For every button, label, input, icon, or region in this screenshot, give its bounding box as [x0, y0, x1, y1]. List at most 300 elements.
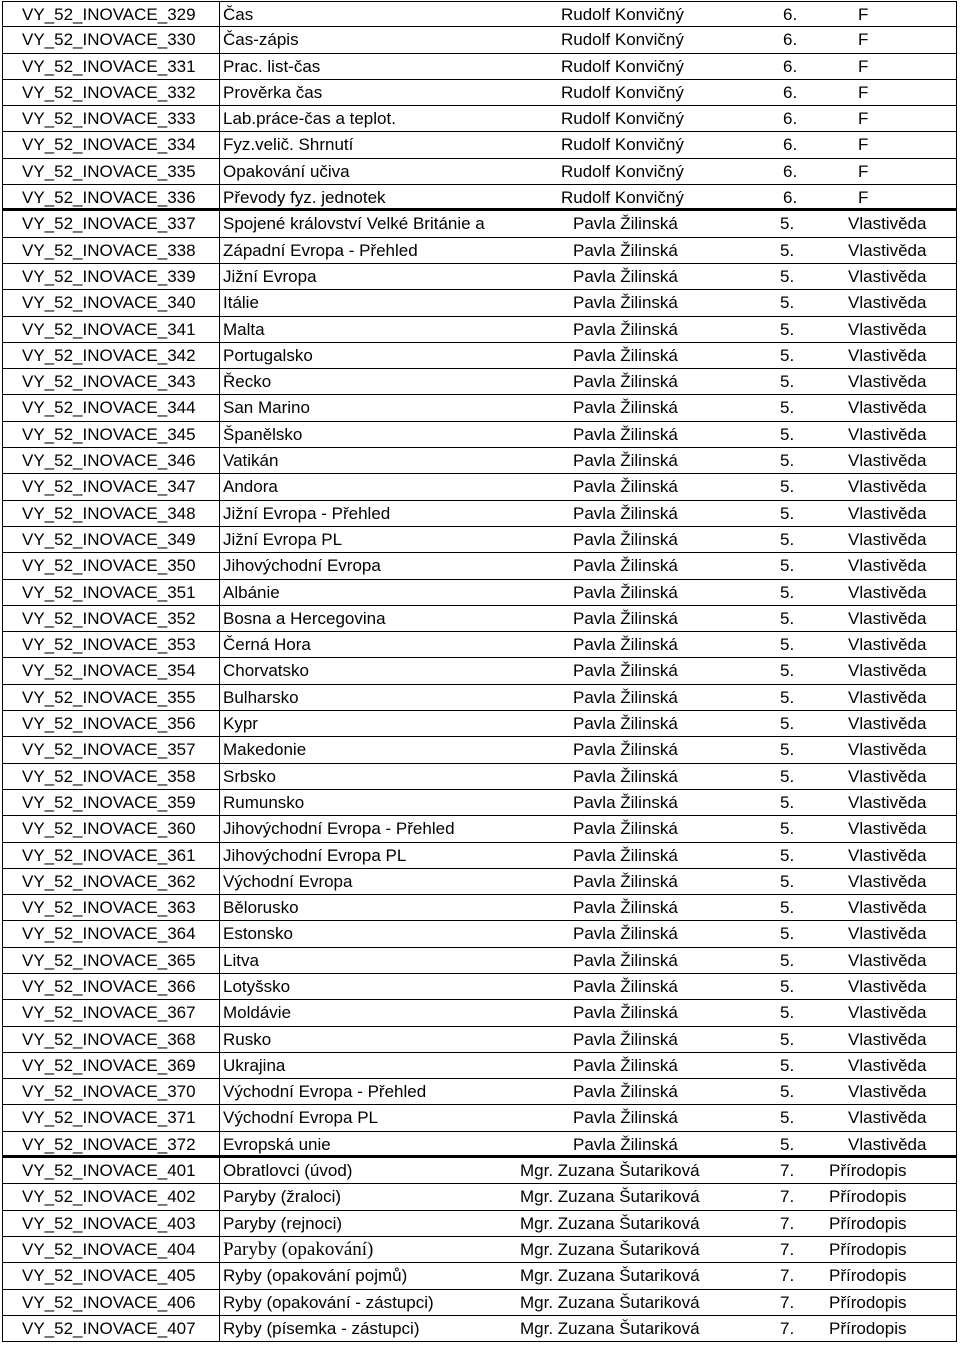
topic-cell: Východní Evropa — [223, 871, 353, 891]
table-row — [2, 27, 957, 53]
author-cell: Rudolf Konvičný — [561, 135, 684, 155]
grade-cell: 5. — [780, 477, 795, 497]
grade-cell: 7. — [780, 1318, 795, 1338]
grade-cell: 6. — [783, 161, 798, 181]
table-row — [2, 1184, 957, 1210]
topic-cell: Ryby (písemka - zástupci) — [223, 1318, 420, 1338]
grade-cell: 5. — [780, 1003, 795, 1023]
table-row — [2, 395, 957, 421]
subject-cell: Přírodopis — [817, 1158, 957, 1183]
author-cell: Pavla Žilinská — [573, 1055, 678, 1075]
topic-cell: Jižní Evropa PL — [223, 529, 343, 549]
table-row — [2, 501, 957, 527]
subject-cell: Přírodopis — [817, 1290, 957, 1315]
author-cell: Pavla Žilinská — [573, 319, 678, 339]
table-row — [2, 1105, 957, 1131]
grade-cell: 5. — [780, 529, 795, 549]
table-row — [2, 474, 957, 500]
author-cell: Pavla Žilinská — [573, 898, 678, 918]
author-cell: Pavla Žilinská — [573, 976, 678, 996]
subject-cell: Přírodopis — [817, 1316, 957, 1341]
topic-cell: Litva — [223, 950, 259, 970]
material-code-cell: VY_52_INOVACE_345 — [2, 422, 220, 447]
topic-cell: Estonsko — [223, 924, 293, 944]
grade-cell: 5. — [780, 1082, 795, 1102]
grade-cell: 5. — [780, 950, 795, 970]
topic-cell: Prac. list-čas — [223, 56, 321, 76]
subject-cell: Vlastivěda — [817, 395, 957, 420]
author-cell: Rudolf Konvičný — [561, 56, 684, 76]
table-row — [2, 1316, 957, 1342]
topic-cell: Ryby (opakování pojmů) — [223, 1266, 408, 1286]
subject-cell: Vlastivěda — [817, 448, 957, 473]
table-row — [2, 974, 957, 1000]
topic-cell: Jihovýchodní Evropa — [223, 556, 381, 576]
material-code-cell: VY_52_INOVACE_332 — [2, 80, 220, 105]
topic-cell: Itálie — [223, 293, 259, 313]
author-cell: Pavla Žilinská — [573, 398, 678, 418]
author-cell: Mgr. Zuzana Šutariková — [520, 1213, 700, 1233]
grade-cell: 7. — [780, 1292, 795, 1312]
author-cell: Rudolf Konvičný — [561, 30, 684, 50]
author-cell: Pavla Žilinská — [573, 871, 678, 891]
table-row — [2, 159, 957, 185]
table-row — [2, 658, 957, 684]
author-cell: Pavla Žilinská — [573, 424, 678, 444]
grade-cell: 5. — [780, 319, 795, 339]
topic-cell: Černá Hora — [223, 635, 311, 655]
subject-cell: Přírodopis — [817, 1237, 957, 1262]
material-code-cell: VY_52_INOVACE_334 — [2, 132, 220, 157]
grade-cell: 5. — [780, 1134, 795, 1154]
table-row — [2, 1, 957, 27]
table-row — [2, 685, 957, 711]
author-cell: Pavla Žilinská — [573, 266, 678, 286]
subject-cell: Vlastivěda — [817, 921, 957, 946]
subject-cell: Vlastivěda — [817, 606, 957, 631]
topic-cell: Bulharsko — [223, 687, 299, 707]
author-cell: Pavla Žilinská — [573, 293, 678, 313]
topic-cell: Obratlovci (úvod) — [223, 1161, 353, 1181]
subject-cell: F — [817, 159, 957, 184]
table-row — [2, 527, 957, 553]
author-cell: Mgr. Zuzana Šutariková — [520, 1239, 700, 1259]
topic-cell: Paryby (rejnoci) — [223, 1213, 343, 1233]
subject-cell: Vlastivěda — [817, 422, 957, 447]
author-cell: Rudolf Konvičný — [561, 188, 684, 208]
grade-cell: 5. — [780, 714, 795, 734]
table-row — [2, 921, 957, 947]
subject-cell: Vlastivěda — [817, 948, 957, 973]
author-cell: Pavla Žilinská — [573, 792, 678, 812]
topic-cell: Východní Evropa - Přehled — [223, 1082, 427, 1102]
topic-cell: Lab.práce-čas a teplot. — [223, 109, 396, 129]
grade-cell: 5. — [780, 1055, 795, 1075]
material-code-cell: VY_52_INOVACE_350 — [2, 553, 220, 578]
subject-cell: Vlastivěda — [817, 1027, 957, 1052]
material-code-cell: VY_52_INOVACE_364 — [2, 921, 220, 946]
table-row — [2, 1079, 957, 1105]
grade-cell: 7. — [780, 1187, 795, 1207]
grade-cell: 6. — [783, 30, 798, 50]
topic-cell: Západní Evropa - Přehled — [223, 240, 418, 260]
table-row — [2, 1158, 957, 1184]
subject-cell: Vlastivěda — [817, 685, 957, 710]
table-row — [2, 1000, 957, 1026]
table-row — [2, 1263, 957, 1289]
material-code-cell: VY_52_INOVACE_367 — [2, 1000, 220, 1025]
material-code-cell: VY_52_INOVACE_333 — [2, 106, 220, 131]
subject-cell: Vlastivěda — [817, 553, 957, 578]
subject-cell: Vlastivěda — [817, 737, 957, 762]
material-code-cell: VY_52_INOVACE_354 — [2, 658, 220, 683]
material-code-cell: VY_52_INOVACE_341 — [2, 317, 220, 342]
subject-cell: Vlastivěda — [817, 790, 957, 815]
table-row — [2, 1237, 957, 1263]
table-row — [2, 1290, 957, 1316]
table-row — [2, 264, 957, 290]
grade-cell: 5. — [780, 424, 795, 444]
table-row — [2, 1053, 957, 1079]
grade-cell: 5. — [780, 503, 795, 523]
grade-cell: 6. — [783, 109, 798, 129]
material-code-cell: VY_52_INOVACE_344 — [2, 395, 220, 420]
subject-cell: Vlastivěda — [817, 632, 957, 657]
subject-cell: Vlastivěda — [817, 1105, 957, 1130]
author-cell: Pavla Žilinská — [573, 714, 678, 734]
material-code-cell: VY_52_INOVACE_338 — [2, 238, 220, 263]
material-code-cell: VY_52_INOVACE_353 — [2, 632, 220, 657]
grade-cell: 5. — [780, 819, 795, 839]
author-cell: Pavla Žilinská — [573, 1134, 678, 1154]
material-code-cell: VY_52_INOVACE_346 — [2, 448, 220, 473]
topic-cell: Fyz.velič. Shrnutí — [223, 135, 354, 155]
subject-cell: F — [817, 106, 957, 131]
table-row — [2, 238, 957, 264]
subject-cell: Přírodopis — [817, 1184, 957, 1209]
grade-cell: 5. — [780, 1108, 795, 1128]
grade-cell: 5. — [780, 556, 795, 576]
grade-cell: 6. — [783, 82, 798, 102]
grade-cell: 5. — [780, 871, 795, 891]
author-cell: Pavla Žilinská — [573, 372, 678, 392]
grade-cell: 5. — [780, 898, 795, 918]
table-row — [2, 632, 957, 658]
grade-cell: 5. — [780, 582, 795, 602]
grade-cell: 7. — [780, 1213, 795, 1233]
material-code-cell: VY_52_INOVACE_370 — [2, 1079, 220, 1104]
topic-cell: Chorvatsko — [223, 661, 309, 681]
material-code-cell: VY_52_INOVACE_339 — [2, 264, 220, 289]
subject-cell: Vlastivěda — [817, 264, 957, 289]
grade-cell: 6. — [783, 188, 798, 208]
author-cell: Pavla Žilinská — [573, 1082, 678, 1102]
topic-cell: Andora — [223, 477, 278, 497]
material-code-cell: VY_52_INOVACE_357 — [2, 737, 220, 762]
author-cell: Pavla Žilinská — [573, 766, 678, 786]
table-row — [2, 764, 957, 790]
material-code-cell: VY_52_INOVACE_363 — [2, 895, 220, 920]
table-row — [2, 185, 957, 211]
topic-cell: Paryby (žraloci) — [223, 1187, 342, 1207]
material-code-cell: VY_52_INOVACE_407 — [2, 1316, 220, 1341]
material-code-cell: VY_52_INOVACE_349 — [2, 527, 220, 552]
grade-cell: 5. — [780, 345, 795, 365]
author-cell: Pavla Žilinská — [573, 1108, 678, 1128]
table-row — [2, 80, 957, 106]
material-code-cell: VY_52_INOVACE_365 — [2, 948, 220, 973]
author-cell: Pavla Žilinská — [573, 1029, 678, 1049]
author-cell: Mgr. Zuzana Šutariková — [520, 1292, 700, 1312]
subject-cell: F — [817, 185, 957, 208]
material-code-cell: VY_52_INOVACE_404 — [2, 1237, 220, 1262]
material-code-cell: VY_52_INOVACE_402 — [2, 1184, 220, 1209]
topic-cell: Portugalsko — [223, 345, 313, 365]
material-code-cell: VY_52_INOVACE_336 — [2, 185, 220, 208]
author-cell: Pavla Žilinská — [573, 529, 678, 549]
subject-cell: Vlastivěda — [817, 369, 957, 394]
author-cell: Rudolf Konvičný — [561, 82, 684, 102]
grade-cell: 5. — [780, 608, 795, 628]
material-code-cell: VY_52_INOVACE_369 — [2, 1053, 220, 1078]
author-cell: Rudolf Konvičný — [561, 161, 684, 181]
table-row — [2, 422, 957, 448]
topic-cell: Jihovýchodní Evropa - Přehled — [223, 819, 455, 839]
topic-cell: Jižní Evropa — [223, 266, 317, 286]
topic-cell: Rusko — [223, 1029, 272, 1049]
material-code-cell: VY_52_INOVACE_371 — [2, 1105, 220, 1130]
table-row — [2, 895, 957, 921]
author-cell: Rudolf Konvičný — [561, 5, 684, 24]
table-row — [2, 290, 957, 316]
subject-cell: Vlastivěda — [817, 317, 957, 342]
author-cell: Pavla Žilinská — [573, 819, 678, 839]
subject-cell: Vlastivěda — [817, 1000, 957, 1025]
author-cell: Pavla Žilinská — [573, 503, 678, 523]
grade-cell: 5. — [780, 661, 795, 681]
grade-cell: 5. — [780, 740, 795, 760]
subject-cell: Vlastivěda — [817, 580, 957, 605]
subject-cell: F — [817, 27, 957, 52]
subject-cell: Vlastivěda — [817, 474, 957, 499]
grade-cell: 5. — [780, 792, 795, 812]
subject-cell: Vlastivěda — [817, 527, 957, 552]
material-code-cell: VY_52_INOVACE_331 — [2, 54, 220, 79]
topic-cell: Španělsko — [223, 424, 303, 444]
topic-cell: Řecko — [223, 372, 272, 392]
material-code-cell: VY_52_INOVACE_340 — [2, 290, 220, 315]
table-row — [2, 1132, 957, 1158]
subject-cell: F — [817, 132, 957, 157]
grade-cell: 6. — [783, 5, 798, 24]
subject-cell: Vlastivěda — [817, 764, 957, 789]
table-row — [2, 317, 957, 343]
topic-cell: Ryby (opakování - zástupci) — [223, 1292, 434, 1312]
topic-cell: Bosna a Hercegovina — [223, 608, 386, 628]
table-row — [2, 132, 957, 158]
author-cell: Pavla Žilinská — [573, 1003, 678, 1023]
subject-cell: Vlastivěda — [817, 211, 957, 236]
table-row — [2, 369, 957, 395]
author-cell: Mgr. Zuzana Šutariková — [520, 1318, 700, 1338]
table-row — [2, 106, 957, 132]
table-row — [2, 1027, 957, 1053]
material-code-cell: VY_52_INOVACE_342 — [2, 343, 220, 368]
subject-cell: Vlastivěda — [817, 711, 957, 736]
topic-cell: Bělorusko — [223, 898, 299, 918]
subject-cell: Vlastivěda — [817, 974, 957, 999]
grade-cell: 5. — [780, 266, 795, 286]
materials-table — [2, 1, 957, 1342]
author-cell: Mgr. Zuzana Šutariková — [520, 1266, 700, 1286]
author-cell: Rudolf Konvičný — [561, 109, 684, 129]
table-row — [2, 737, 957, 763]
material-code-cell: VY_52_INOVACE_347 — [2, 474, 220, 499]
subject-cell: F — [817, 54, 957, 79]
material-code-cell: VY_52_INOVACE_405 — [2, 1263, 220, 1288]
material-code-cell: VY_52_INOVACE_335 — [2, 159, 220, 184]
material-code-cell: VY_52_INOVACE_343 — [2, 369, 220, 394]
grade-cell: 5. — [780, 240, 795, 260]
grade-cell: 5. — [780, 924, 795, 944]
grade-cell: 5. — [780, 214, 795, 234]
subject-cell: Vlastivěda — [817, 816, 957, 841]
material-code-cell: VY_52_INOVACE_355 — [2, 685, 220, 710]
table-row — [2, 843, 957, 869]
author-cell: Pavla Žilinská — [573, 608, 678, 628]
subject-cell: Vlastivěda — [817, 869, 957, 894]
grade-cell: 5. — [780, 372, 795, 392]
topic-cell: Kypr — [223, 714, 258, 734]
subject-cell: Přírodopis — [817, 1263, 957, 1288]
grade-cell: 7. — [780, 1161, 795, 1181]
topic-cell: Paryby (opakování) — [223, 1238, 374, 1260]
subject-cell: Vlastivěda — [817, 238, 957, 263]
grade-cell: 5. — [780, 293, 795, 313]
subject-cell: Vlastivěda — [817, 658, 957, 683]
topic-cell: Ukrajina — [223, 1055, 286, 1075]
author-cell: Pavla Žilinská — [573, 451, 678, 471]
grade-cell: 5. — [780, 687, 795, 707]
table-row — [2, 553, 957, 579]
material-code-cell: VY_52_INOVACE_359 — [2, 790, 220, 815]
topic-cell: Čas — [223, 5, 254, 24]
author-cell: Pavla Žilinská — [573, 687, 678, 707]
topic-cell: Jihovýchodní Evropa PL — [223, 845, 407, 865]
material-code-cell: VY_52_INOVACE_358 — [2, 764, 220, 789]
topic-cell: Makedonie — [223, 740, 307, 760]
author-cell: Pavla Žilinská — [573, 477, 678, 497]
table-row — [2, 211, 957, 237]
author-cell: Pavla Žilinská — [573, 556, 678, 576]
table-row — [2, 711, 957, 737]
grade-cell: 5. — [780, 976, 795, 996]
table-row — [2, 790, 957, 816]
grade-cell: 5. — [780, 635, 795, 655]
table-row — [2, 606, 957, 632]
grade-cell: 5. — [780, 766, 795, 786]
subject-cell: Vlastivěda — [817, 1079, 957, 1104]
table-row — [2, 948, 957, 974]
material-code-cell: VY_52_INOVACE_401 — [2, 1158, 220, 1183]
material-code-cell: VY_52_INOVACE_337 — [2, 211, 220, 236]
subject-cell: Vlastivěda — [817, 290, 957, 315]
material-code-cell: VY_52_INOVACE_361 — [2, 843, 220, 868]
grade-cell: 6. — [783, 56, 798, 76]
table-row — [2, 343, 957, 369]
grade-cell: 5. — [780, 451, 795, 471]
subject-cell: Vlastivěda — [817, 343, 957, 368]
subject-cell: F — [817, 80, 957, 105]
material-code-cell: VY_52_INOVACE_368 — [2, 1027, 220, 1052]
material-code-cell: VY_52_INOVACE_330 — [2, 27, 220, 52]
author-cell: Pavla Žilinská — [573, 950, 678, 970]
author-cell: Pavla Žilinská — [573, 661, 678, 681]
material-code-cell: VY_52_INOVACE_362 — [2, 869, 220, 894]
topic-cell: Převody fyz. jednotek — [223, 188, 386, 208]
author-cell: Pavla Žilinská — [573, 740, 678, 760]
topic-cell: Malta — [223, 319, 265, 339]
table-row — [2, 869, 957, 895]
topic-cell: Srbsko — [223, 766, 276, 786]
topic-cell: Východní Evropa PL — [223, 1108, 378, 1128]
topic-cell: Rumunsko — [223, 792, 305, 812]
material-code-cell: VY_52_INOVACE_406 — [2, 1290, 220, 1315]
material-code-cell: VY_52_INOVACE_372 — [2, 1132, 220, 1155]
table-row — [2, 580, 957, 606]
table-row — [2, 1211, 957, 1237]
grade-cell: 7. — [780, 1239, 795, 1259]
grade-cell: 5. — [780, 398, 795, 418]
subject-cell: Vlastivěda — [817, 501, 957, 526]
author-cell: Pavla Žilinská — [573, 635, 678, 655]
author-cell: Mgr. Zuzana Šutariková — [520, 1187, 700, 1207]
subject-cell: Vlastivěda — [817, 843, 957, 868]
grade-cell: 5. — [780, 1029, 795, 1049]
author-cell: Pavla Žilinská — [573, 582, 678, 602]
author-cell: Pavla Žilinská — [573, 845, 678, 865]
topic-cell: Opakování učiva — [223, 161, 350, 181]
topic-cell: Evropská unie — [223, 1134, 331, 1154]
material-code-cell: VY_52_INOVACE_352 — [2, 606, 220, 631]
grade-cell: 6. — [783, 135, 798, 155]
subject-cell: Přírodopis — [817, 1211, 957, 1236]
author-cell: Pavla Žilinská — [573, 345, 678, 365]
material-code-cell: VY_52_INOVACE_329 — [2, 2, 220, 26]
grade-cell: 7. — [780, 1266, 795, 1286]
topic-cell: Prověrka čas — [223, 82, 323, 102]
author-cell: Pavla Žilinská — [573, 214, 678, 234]
topic-cell: San Marino — [223, 398, 310, 418]
grade-cell: 5. — [780, 845, 795, 865]
table-row — [2, 448, 957, 474]
author-cell: Pavla Žilinská — [573, 240, 678, 260]
material-code-cell: VY_52_INOVACE_403 — [2, 1211, 220, 1236]
topic-cell: Albánie — [223, 582, 280, 602]
topic-cell: Čas-zápis — [223, 30, 299, 50]
subject-cell: Vlastivěda — [817, 1053, 957, 1078]
material-code-cell: VY_52_INOVACE_348 — [2, 501, 220, 526]
topic-cell: Lotyšsko — [223, 976, 291, 996]
topic-cell: Vatikán — [223, 451, 279, 471]
topic-cell: Jižní Evropa - Přehled — [223, 503, 391, 523]
subject-cell: Vlastivěda — [817, 895, 957, 920]
material-code-cell: VY_52_INOVACE_360 — [2, 816, 220, 841]
topic-cell: Moldávie — [223, 1003, 292, 1023]
subject-cell: F — [817, 2, 957, 26]
table-row — [2, 54, 957, 80]
table-row — [2, 816, 957, 842]
